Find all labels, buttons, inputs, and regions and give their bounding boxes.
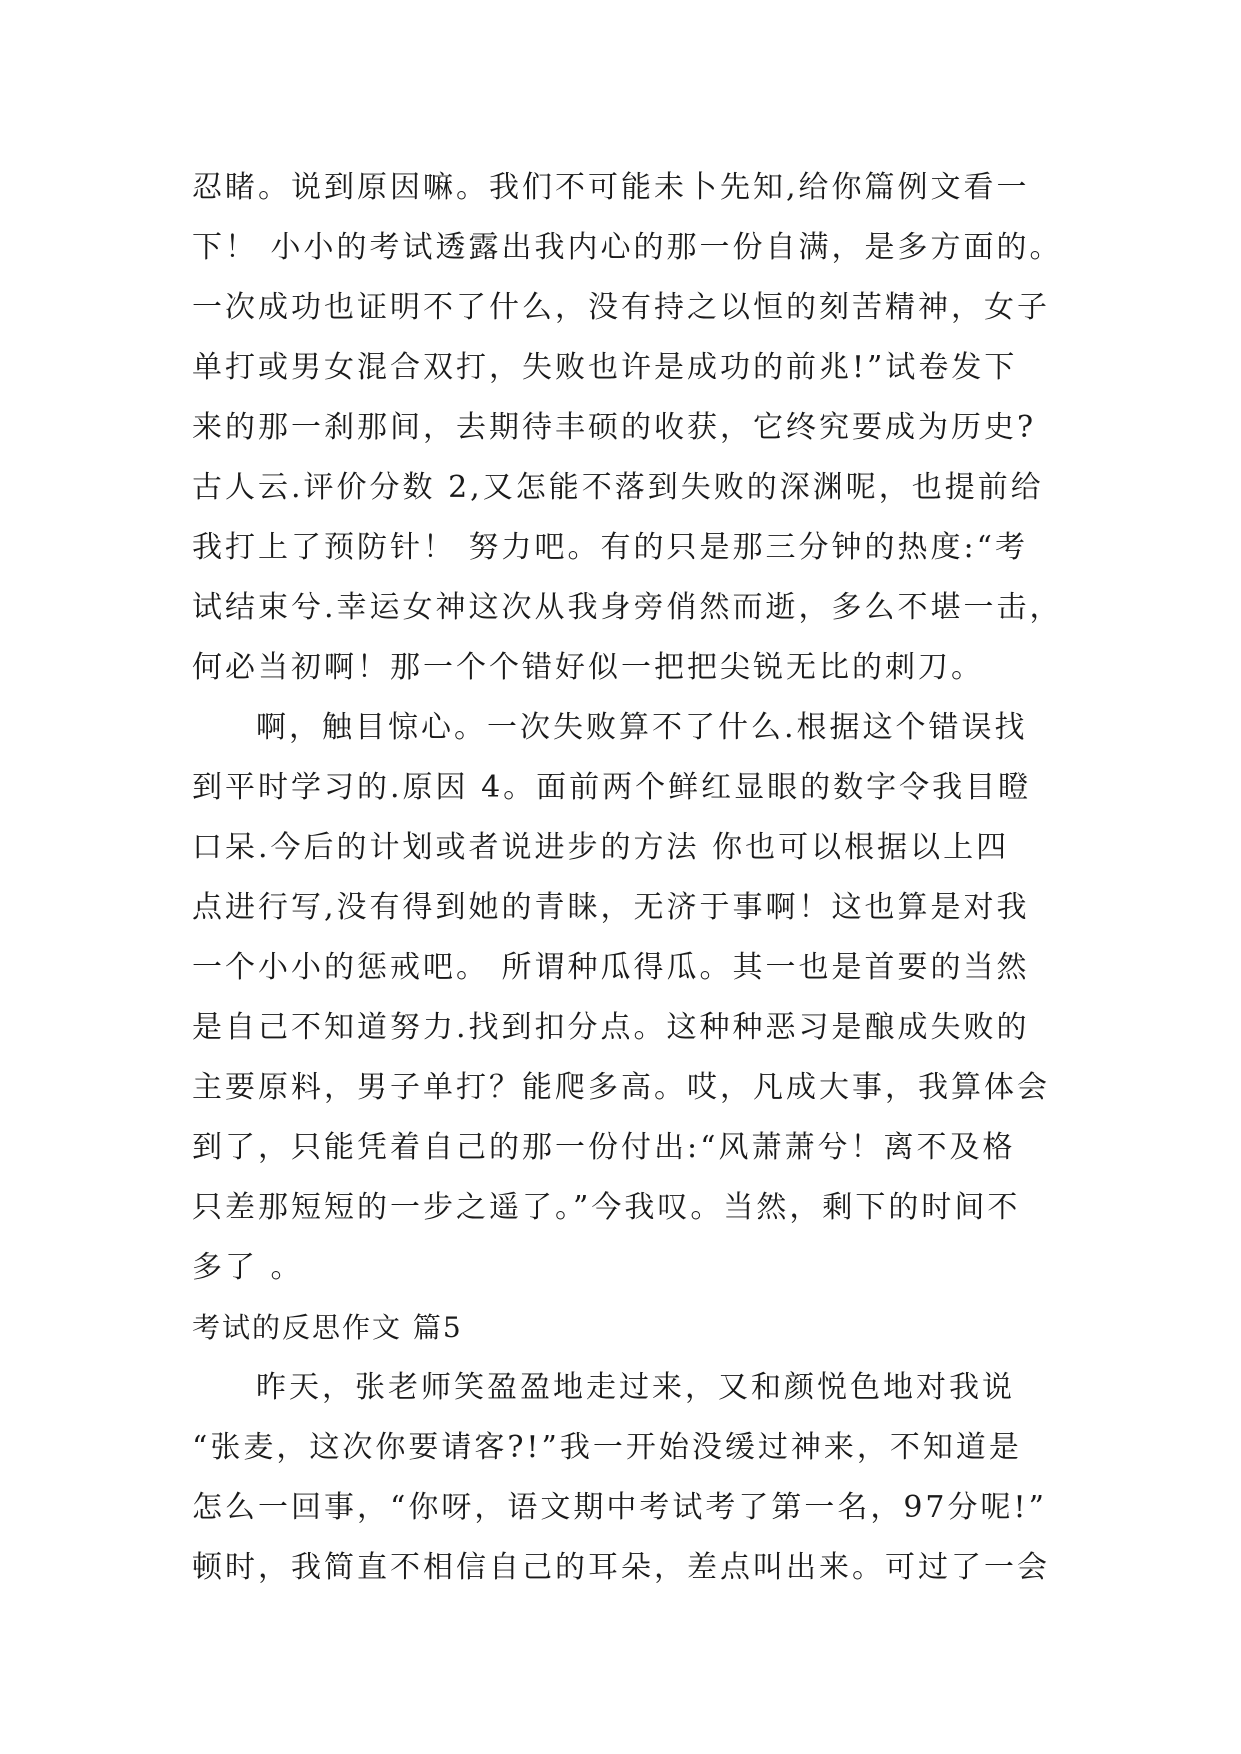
- text-line: 点进行写,没有得到她的青睐，无济于事啊！这也算是对我: [192, 890, 1030, 925]
- text-line: 只差那短短的一步之遥了。”今我叹。当然，剩下的时间不: [192, 1190, 1021, 1225]
- text-line: 昨天，张老师笑盈盈地走过来，又和颜悦色地对我说: [256, 1370, 1015, 1405]
- text-line: 顿时，我简直不相信自己的耳朵，差点叫出来。可过了一会: [192, 1550, 1050, 1585]
- text-line: “张麦，这次你要请客?!”我一开始没缓过神来，不知道是: [192, 1430, 1022, 1465]
- text-line: 多了 。: [192, 1250, 304, 1285]
- text-line: 口呆.今后的计划或者说进步的方法 你也可以根据以上四: [192, 830, 1010, 865]
- text-line: 一次成功也证明不了什么，没有持之以恒的刻苦精神，女子: [192, 290, 1050, 325]
- essay-content: [192, 158, 1072, 1598]
- text-line: 下！ 小小的考试透露出我内心的那一份自满，是多方面的。: [192, 230, 1063, 265]
- text-line: 来的那一刹那间，去期待丰硕的收获，它终究要成为历史?: [192, 410, 1037, 445]
- text-line: 到了，只能凭着自己的那一份付出:“风萧萧兮！离不及格: [192, 1130, 1016, 1165]
- text-line: 一个小小的惩戒吧。 所谓种瓜得瓜。其一也是首要的当然: [192, 950, 1030, 985]
- text-line: 是自己不知道努力.找到扣分点。这种种恶习是酿成失败的: [192, 1010, 1030, 1045]
- paragraph-1: [192, 158, 1072, 698]
- text-line: 何必当初啊！那一个个错好似一把把尖锐无比的刺刀。: [192, 650, 984, 685]
- text-line: 忍睹。说到原因嘛。我们不可能未卜先知,给你篇例文看一: [192, 170, 1030, 205]
- text-line: 单打或男女混合双打，失败也许是成功的前兆!”试卷发下: [192, 350, 1018, 385]
- section-heading: 考试的反思作文 篇5: [192, 1311, 463, 1344]
- paragraph-3: [192, 1358, 1072, 1598]
- text-line: 到平时学习的.原因 4。面前两个鲜红显眼的数字令我目瞪: [192, 770, 1032, 805]
- text-line: 试结束兮.幸运女神这次从我身旁俏然而逝，多么不堪一击，: [192, 590, 1063, 625]
- text-line: 啊，触目惊心。一次失败算不了什么.根据这个错误找: [256, 710, 1028, 745]
- text-line: 我打上了预防针！ 努力吧。有的只是那三分钟的热度:“考: [192, 530, 1028, 565]
- text-line: 主要原料，男子单打？能爬多高。哎，凡成大事，我算体会: [192, 1070, 1050, 1105]
- paragraph-2: [192, 698, 1072, 1298]
- text-line: 怎么一回事，“你呀，语文期中考试考了第一名，97分呢!”: [192, 1490, 1047, 1525]
- text-line: 古人云.评价分数 2,又怎能不落到失败的深渊呢，也提前给: [192, 470, 1044, 505]
